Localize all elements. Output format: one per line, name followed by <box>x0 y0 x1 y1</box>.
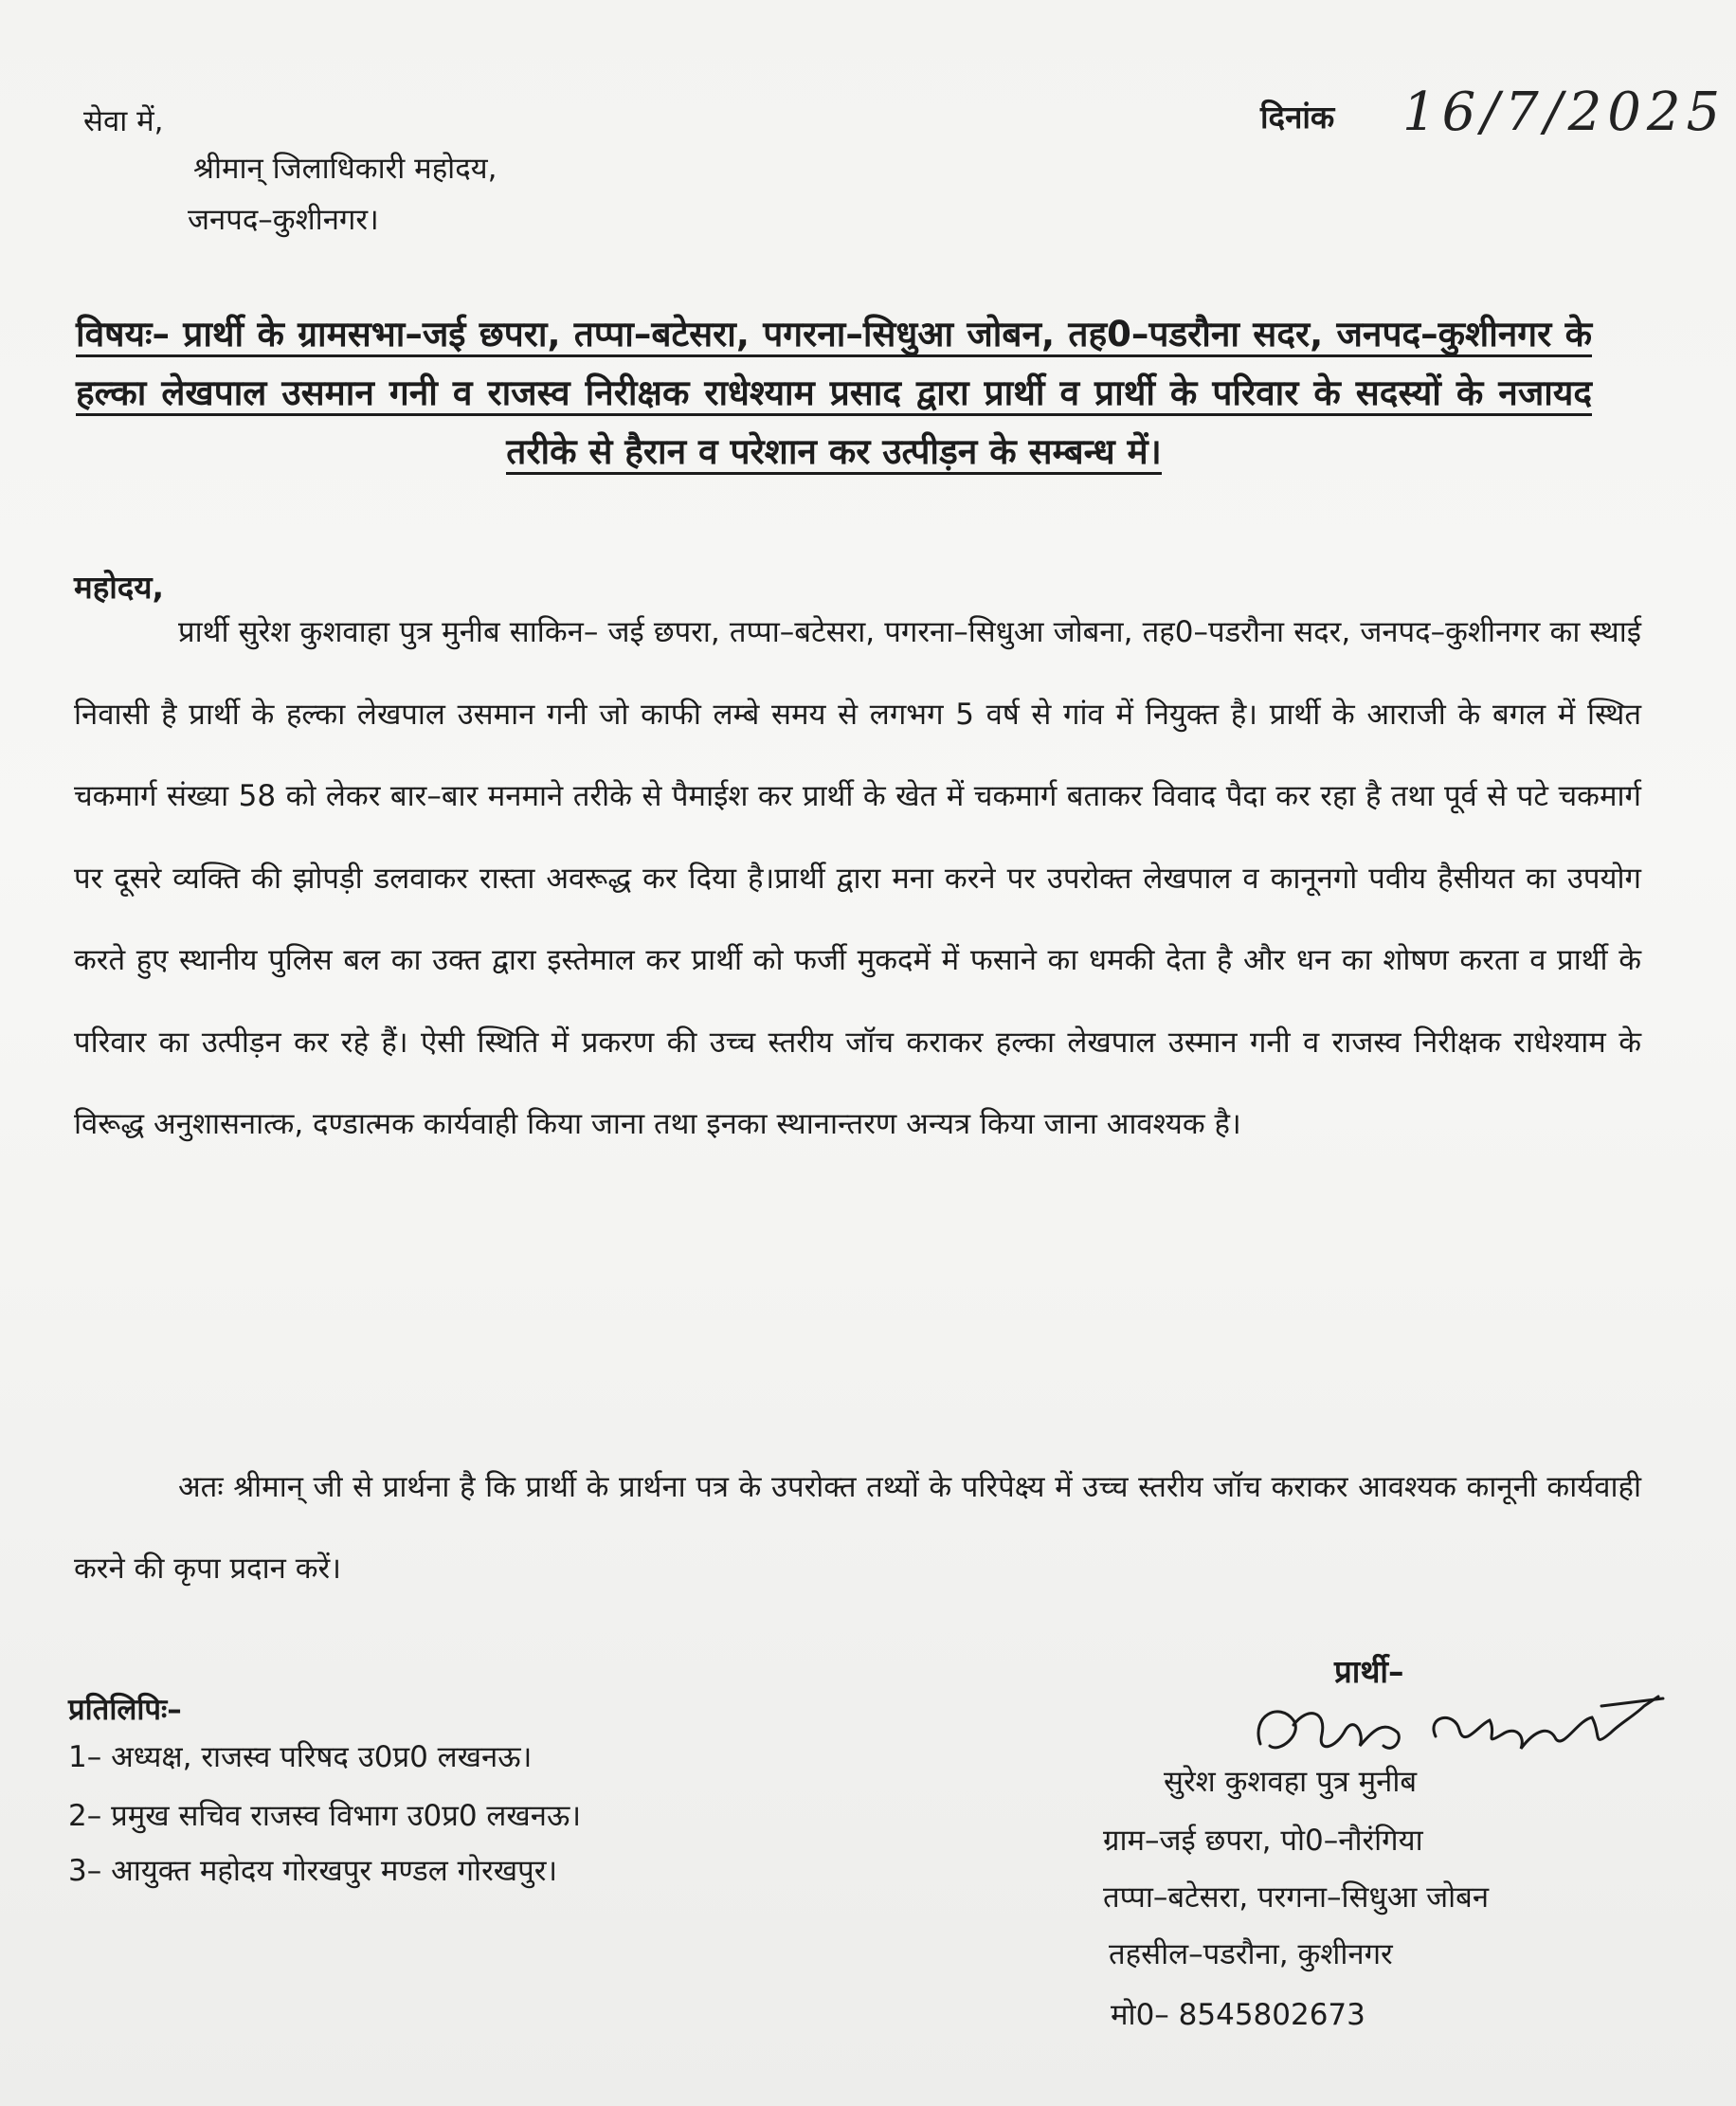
subject-text: विषयः– प्रार्थी के ग्रामसभा–जई छपरा, तप्पा–बटेसरा, पगरना–सिधुआ जोबन, तह0–पडरौना सदर, जनपद–कुशीनगर के हल्का लेखपाल उसमान गनी व राजस्व निरीक्षक राधेश्याम प्रसाद द्वारा प्रार्थी व प्रार्थी के परिवार के सदस्यों के नजायद तरीके से हैरान व परेशान कर उत्पीड़न के सम्बन्ध में। <box>76 314 1592 475</box>
body-paragraph-1: प्रार्थी सुरेश कुशवाहा पुत्र मुनीब साकिन– जई छपरा, तप्पा–बटेसरा, पगरना–सिधुआ जोबना, तह0–पडरौना सदर, जनपद–कुशीनगर का स्थाई निवासी है प्रार्थी के हल्का लेखपाल उसमान गनी जो काफी लम्बे समय से लगभग 5 वर्ष से गांव में नियुक्त है। प्रार्थी के आराजी के बगल में स्थित चकमार्ग संख्या 58 को लेकर बार–बार मनमाने तरीके से पैमाईश कर प्रार्थी के खेत में चकमार्ग बताकर विवाद पैदा कर रहा है तथा पूर्व से पटे चकमार्ग पर दूसरे व्यक्ति की झोपड़ी डलवाकर रास्ता अवरूद्ध कर दिया है।प्रार्थी द्वारा मना करने पर उपरोक्त लेखपाल व कानूनगो पवीय हैसीयत का उपयोग करते हुए स्थानीय पुलिस बल का उक्त द्वारा इस्तेमाल कर प्रार्थी को फर्जी मुकदमें में फसाने का धमकी देता है और धन का शोषण करता व प्रार्थी के परिवार का उत्पीड़न कर रहे हैं। ऐसी स्थिति में प्रकरण की उच्च स्तरीय जॉच कराकर हल्का लेखपाल उस्मान गनी व राजस्व निरीक्षक राधेश्याम के विरूद्ध अनुशासनात्क, दण्डात्मक कार्यवाही किया जाना तथा इनका स्थानान्तरण अन्यत्र किया जाना आवश्यक है। <box>74 615 1642 1141</box>
sender-name: सुरेश कुशवहा पुत्र मुनीब <box>1164 1765 1418 1799</box>
copy-item: 2– प्रमुख सचिव राजस्व विभाग उ0प्र0 लखनऊ। <box>68 1799 582 1833</box>
recipient-district: जनपद–कुशीनगर। <box>188 203 379 237</box>
body-salutation: महोदय, <box>74 569 165 606</box>
sender-mobile: मो0– 8545802673 <box>1111 1998 1365 2032</box>
recipient-name: श्रीमान् जिलाधिकारी महोदय, <box>193 152 497 186</box>
sender-tappa: तप्पा–बटेसरा, परगना–सिधुआ जोबन <box>1103 1880 1490 1915</box>
recipient-salutation: सेवा में, <box>83 104 164 138</box>
sender-village: ग्राम–जई छपरा, पो0–नौरंगिया <box>1103 1824 1423 1858</box>
copy-item: 1– अध्यक्ष, राजस्व परिषद उ0प्र0 लखनऊ। <box>68 1740 533 1774</box>
copy-item: 3– आयुक्त महोदय गोरखपुर मण्डल गोरखपुर। <box>68 1854 558 1888</box>
body-paragraph-2: अतः श्रीमान् जी से प्रार्थना है कि प्रार्थी के प्रार्थना पत्र के उपरोक्त तथ्यों के परिपेक्ष्य में उच्च स्तरीय जॉच कराकर आवश्यक कानूनी कार्यवाही करने की कृपा प्रदान करें। <box>74 1470 1641 1586</box>
copies-heading: प्रतिलिपिः– <box>68 1693 182 1727</box>
subject-line <box>76 305 1592 481</box>
date-label: दिनांक <box>1260 99 1335 136</box>
date-value: 16/7/2025 <box>1402 82 1727 143</box>
sender-tehsil: तहसील–पडरौना, कुशीनगर <box>1109 1937 1393 1971</box>
sender-label: प्रार्थी– <box>1334 1653 1404 1690</box>
